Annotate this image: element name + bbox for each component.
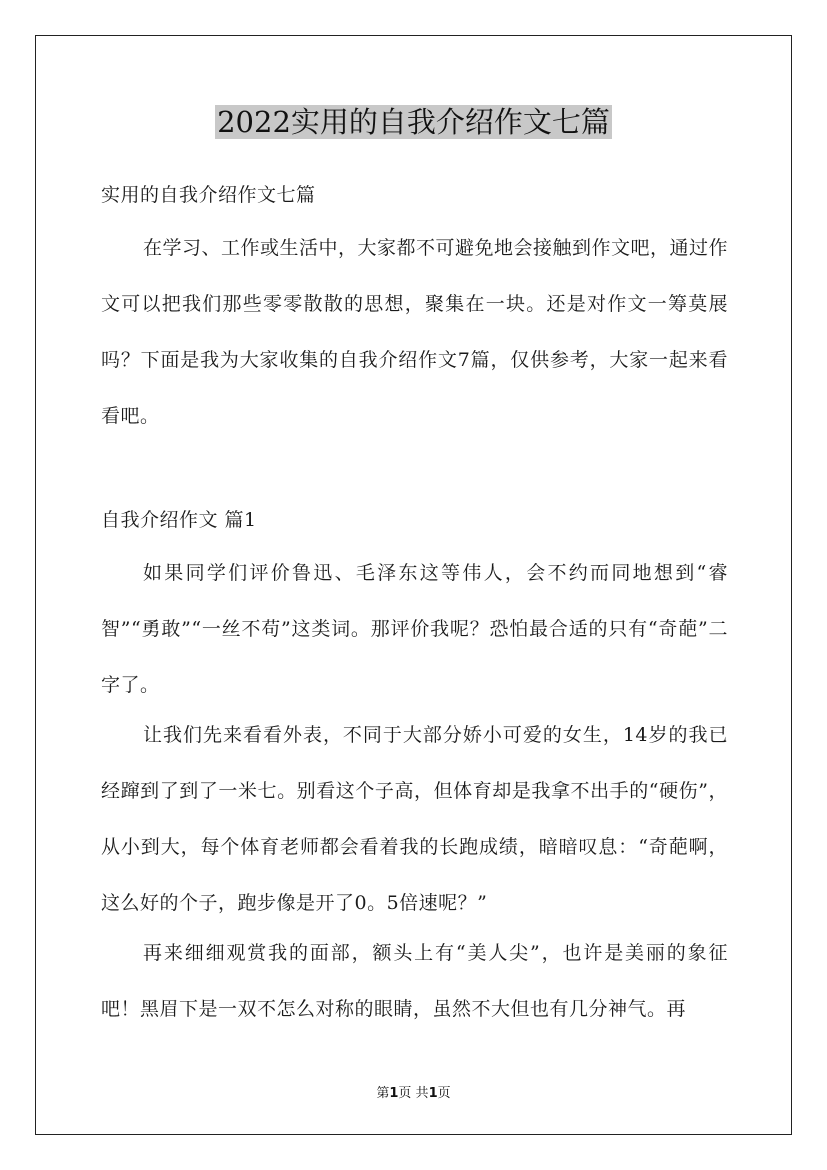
document-title: [0, 100, 827, 144]
paragraph-2: 让我们先来看看外表，不同于大部分娇小可爱的女生，14岁的我已经蹿到了到了一米七。别看这个子高，但体育却是我拿不出手的“硬伤”，从小到大，每个体育老师都会看着我的长跑成绩，暗暗叹息：“奇葩啊，这么好的个子，跑步像是开了0。5倍速呢？”: [101, 724, 728, 914]
footer-page-total: 1: [428, 1086, 438, 1101]
document-subtitle: 实用的自我介绍作文七篇: [101, 184, 316, 206]
footer-page-current: 1: [389, 1086, 399, 1101]
page-footer: [0, 1082, 827, 1101]
paragraph-3: 再来细细观赏我的面部，额头上有“美人尖”，也许是美丽的象征吧！黑眉下是一双不怎么对称的眼睛，虽然不大但也有几分神气。再: [101, 942, 728, 1020]
document-title-text: 2022实用的自我介绍作文七篇: [217, 105, 610, 139]
intro-paragraph: 在学习、工作或生活中，大家都不可避免地会接触到作文吧，通过作文可以把我们那些零零散散的思想，聚集在一块。还是对作文一筹莫展吗？下面是我为大家收集的自我介绍作文7篇，仅供参考，大家一起来看看吧。: [101, 237, 729, 427]
paragraph-1: 如果同学们评价鲁迅、毛泽东这等伟人，会不约而同地想到“睿智”“勇敢”“一丝不苟”这类词。那评价我呢？恐怕最合适的只有“奇葩”二字了。: [101, 562, 728, 696]
footer-prefix: 第: [376, 1086, 390, 1101]
section-heading: 自我介绍作文 篇1: [101, 509, 257, 531]
footer-mid: 页 共: [398, 1086, 429, 1101]
footer-suffix: 页: [437, 1086, 451, 1101]
